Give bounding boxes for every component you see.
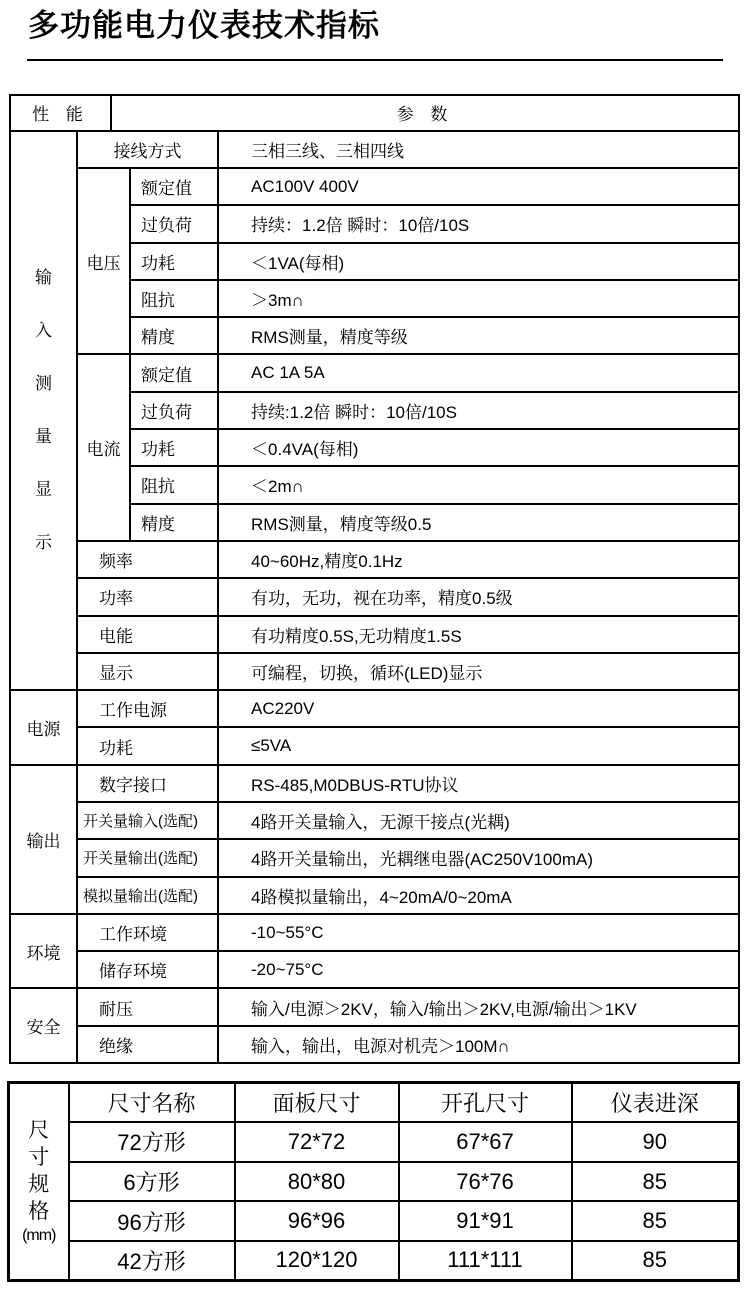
size-name: 72方形 (69, 1122, 235, 1162)
vertical-char: 量 (35, 427, 52, 447)
output-do-label: 开关量输出(选配) (77, 839, 218, 876)
env-working-label: 工作环境 (77, 914, 218, 951)
size-row-96 (9, 1201, 739, 1241)
size-name: 6方形 (69, 1162, 235, 1202)
energy-value: 有功精度0.5S,无功精度1.5S (218, 616, 739, 653)
size-cutout: 111*111 (399, 1241, 572, 1281)
size-panel: 80*80 (235, 1162, 399, 1202)
current-accuracy-label: 精度 (130, 504, 218, 541)
size-depth: 85 (572, 1241, 739, 1281)
row-safety-insulation (10, 1026, 739, 1063)
size-cutout: 76*76 (399, 1162, 572, 1202)
output-do-value: 4路开关量输出，光耦继电器(AC250V100mA) (218, 839, 739, 876)
size-panel: 120*120 (235, 1241, 399, 1281)
size-table (7, 1081, 740, 1282)
safety-insulation-value: 输入，输出，电源对机壳＞100M∩ (218, 1026, 739, 1063)
voltage-power-label: 功耗 (130, 243, 218, 280)
output-digital-label: 数字接口 (77, 765, 218, 802)
group-power-supply: 电源 (10, 690, 77, 765)
size-cutout: 91*91 (399, 1201, 572, 1241)
row-env-working (10, 914, 739, 951)
row-frequency (10, 541, 739, 578)
safety-withstand-label: 耐压 (77, 988, 218, 1025)
size-depth: 90 (572, 1122, 739, 1162)
size-name: 42方形 (69, 1241, 235, 1281)
current-overload-label: 过负荷 (130, 392, 218, 429)
size-depth: 85 (572, 1201, 739, 1241)
display-value: 可编程，切换，循环(LED)显示 (218, 653, 739, 690)
size-unit-label: (mm) (22, 1226, 56, 1244)
spec-header-performance: 性 能 (10, 95, 111, 131)
row-energy (10, 616, 739, 653)
env-storage-label: 储存环境 (77, 951, 218, 988)
group-input-vertical-label (11, 269, 76, 551)
row-output-digital (10, 765, 739, 802)
row-current-rated (10, 354, 739, 391)
row-supply-working (10, 690, 739, 727)
row-output-di (10, 802, 739, 839)
vertical-char: 尺 (28, 1118, 50, 1142)
voltage-power-value: ＜1VA(每相) (218, 243, 739, 280)
output-digital-value: RS-485,M0DBUS-RTU协议 (218, 765, 739, 802)
supply-working-value: AC220V (218, 690, 739, 727)
vertical-char: 显 (35, 480, 52, 500)
current-overload-value: 持续:1.2倍 瞬时：10倍/10S (218, 392, 739, 429)
frequency-value: 40~60Hz,精度0.1Hz (218, 541, 739, 578)
size-cutout: 67*67 (399, 1122, 572, 1162)
display-label: 显示 (77, 653, 218, 690)
group-input-measure-display (10, 131, 77, 690)
vertical-char: 测 (35, 374, 52, 394)
vertical-char: 寸 (28, 1145, 50, 1169)
page-title: 多功能电力仪表技术指标 (28, 8, 380, 43)
current-impedance-label: 阻抗 (130, 466, 218, 503)
row-output-ao (10, 877, 739, 914)
row-power (10, 578, 739, 615)
spec-table (9, 94, 740, 1064)
size-panel: 72*72 (235, 1122, 399, 1162)
size-row-120 (9, 1241, 739, 1281)
voltage-rated-value: AC100V 400V (218, 168, 739, 205)
group-voltage: 电压 (77, 168, 130, 354)
energy-label: 电能 (77, 616, 218, 653)
size-header-panel: 面板尺寸 (235, 1083, 399, 1123)
voltage-rated-label: 额定值 (130, 168, 218, 205)
current-rated-value: AC 1A 5A (218, 354, 739, 391)
current-power-label: 功耗 (130, 429, 218, 466)
size-depth: 85 (572, 1162, 739, 1202)
voltage-accuracy-value: RMS测量，精度等级 (218, 317, 739, 354)
supply-working-label: 工作电源 (77, 690, 218, 727)
current-power-value: ＜0.4VA(每相) (218, 429, 739, 466)
size-header-cutout: 开孔尺寸 (399, 1083, 572, 1123)
size-panel: 96*96 (235, 1201, 399, 1241)
output-di-label: 开关量输入(选配) (77, 802, 218, 839)
voltage-impedance-value: ＞3m∩ (218, 280, 739, 317)
row-voltage-rated (10, 168, 739, 205)
safety-withstand-value: 输入/电源＞2KV，输入/输出＞2KV,电源/输出＞1KV (218, 988, 739, 1025)
title-divider (27, 59, 723, 61)
wiring-value: 三相三线、三相四线 (218, 131, 739, 168)
size-header-depth: 仪表进深 (572, 1083, 739, 1123)
vertical-char: 入 (35, 321, 52, 341)
supply-consumption-label: 功耗 (77, 727, 218, 764)
size-header-row (9, 1083, 739, 1123)
group-output: 输出 (10, 765, 77, 914)
output-ao-value: 4路模拟量输出，4~20mA/0~20mA (218, 877, 739, 914)
group-safety: 安全 (10, 988, 77, 1063)
current-impedance-value: ＜2m∩ (218, 466, 739, 503)
group-size-spec (9, 1083, 69, 1281)
spec-header-row (10, 95, 739, 131)
size-row-72 (9, 1122, 739, 1162)
supply-consumption-value: ≤5VA (218, 727, 739, 764)
current-accuracy-value: RMS测量，精度等级0.5 (218, 504, 739, 541)
group-current: 电流 (77, 354, 130, 540)
voltage-overload-value: 持续：1.2倍 瞬时：10倍/10S (218, 205, 739, 242)
vertical-char: 示 (35, 533, 52, 553)
vertical-char: 规 (28, 1172, 50, 1196)
row-supply-consumption (10, 727, 739, 764)
voltage-accuracy-label: 精度 (130, 317, 218, 354)
row-safety-withstand (10, 988, 739, 1025)
current-rated-label: 额定值 (130, 354, 218, 391)
vertical-char: 格 (28, 1199, 50, 1223)
row-output-do (10, 839, 739, 876)
safety-insulation-label: 绝缘 (77, 1026, 218, 1063)
row-display (10, 653, 739, 690)
voltage-impedance-label: 阻抗 (130, 280, 218, 317)
wiring-label: 接线方式 (77, 131, 218, 168)
env-storage-value: -20~75°C (218, 951, 739, 988)
voltage-overload-label: 过负荷 (130, 205, 218, 242)
group-environment: 环境 (10, 914, 77, 989)
size-row-80 (9, 1162, 739, 1202)
size-header-name: 尺寸名称 (69, 1083, 235, 1123)
env-working-value: -10~55°C (218, 914, 739, 951)
row-wiring (10, 131, 739, 168)
output-ao-label: 模拟量输出(选配) (77, 877, 218, 914)
power-label: 功率 (77, 578, 218, 615)
vertical-char: 输 (35, 268, 52, 288)
size-name: 96方形 (69, 1201, 235, 1241)
power-value: 有功，无功，视在功率，精度0.5级 (218, 578, 739, 615)
row-env-storage (10, 951, 739, 988)
spec-header-parameter: 参 数 (111, 95, 739, 131)
output-di-value: 4路开关量输入，无源干接点(光耦) (218, 802, 739, 839)
size-spec-vertical-label (10, 1120, 68, 1244)
frequency-label: 频率 (77, 541, 218, 578)
